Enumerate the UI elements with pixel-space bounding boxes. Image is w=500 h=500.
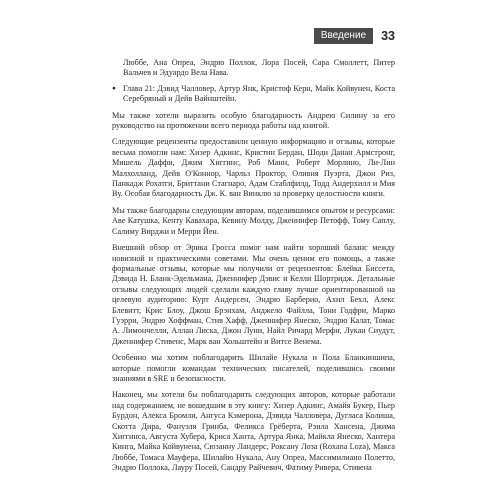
list-item <box>112 84 395 105</box>
running-header <box>112 27 395 45</box>
paragraph: Внешний обзор от Эрика Гросса помог нам найти хороший баланс между новизной и практическими советами. Мы очень ценим его помощь, а также формальные отзывы, которые мы получили от рецензентов: Блейка Биссета, Дэвида Н. Бланк-Эдельмана, Дженнифер Дэвис и Келли Шортридж. Детальные отзывы следующих людей сделали каждую главу лучше ориентированной на целевую аудиторию: Курт Андерсен, Эндрю Барберио, Ахил Бехл, Алекс Блевитт, Крис Блоу, Джош Брэнхам, Анджело Файлла, Тони Годфри, Марко Гуэрри, Эндрю Хоффман, Стив Хафф, Дженнифер Янеско, Эндрю Калат, Томас А. Лимончелли, Аллан Лиска, Джон Луни, Найл Ричард Мерфи, Лукан Сиудут, Дженнифер Стивенс, Марк ван Хольштейн и Витсе Венема. <box>112 243 395 346</box>
paragraph: Особенно мы хотим поблагодарить Шилайе Нукала и Пола Бланкиншипа, которые помогли командам технических писателей, поделившись своими знаниями в SRE и безопасности. <box>112 353 395 383</box>
paragraph: Мы также благодарны следующим авторам, поделившимся опытом и ресурсами: Аве Катушка, Кенту Кавахара, Кевину Молду, Дженнифер Петофф, Тому Саплу, Салиму Вирджи и Мерри Йен. <box>112 205 395 236</box>
page-body <box>112 58 395 480</box>
paragraph: Наконец, мы хотели бы поблагодарить следующих авторов, которые работали над содержанием, не вошедшим в эту книгу: Хизер Адкинс, Амайя Букер, Пьер Бурдон, Алекса Бромли, Ангуса Кэмерона, Дэвида Чалловера, Дугласа Колиша, Скотта Дира, Фануэля Гринба, Феликса Грёберта, Рэила Хансена, Джима Хиггинса, Августа Хубера, Криса Ханта, Артура Янка, Майкла Янеско, Хантера Кинга, Майка Койвунена, Сюзанну Ландерс, Роксану Лоза (Roxana Loza), Макса Люббе, Томаса Мауфера, Шилайю Нукала, Ану Опреа, Массимилиано Полетто, Эндрю Поллока, Лауру Посей, Сандру Райчевич, Фатиму Ривера, Стивена <box>112 390 395 473</box>
paragraph: Следующие рецензенты предоставили ценную информацию и отзывы, которые весьма помогли нам: Хизер Адкинс, Кристин Бердан, Шоди Данан Армстронг, Мишель Даффи, Джим Хиггинс, Роб Манн, Роберт Морлино, Ли-Лин Малхолланд, Дейв О'Коннор, Чарльз Проктор, Оливия Пуэрта, Джон Риз, Панкадж Рохатги, Бриттани Стагнаро, Адам Стаблфилд, Тодд Андерхилл и Мия Ву. Особая благодарность Дж. К. ван Винклю за проверку целостности книги. <box>112 137 395 199</box>
page-number: 33 <box>381 29 395 43</box>
list-continuation: Люббе, Ана Опреа, Эндрю Поллок, Лора Посей, Сара Смоллетт, Питер Вальчев и Эдуардо Вела Нава. <box>123 58 395 78</box>
section-title: Введение <box>314 28 373 44</box>
bullet-icon: ● <box>112 84 116 92</box>
list-item-text: Глава 21: Дэвид Чалловер, Артур Янк, Кристоф Керн, Майк Койвунен, Коста Серебряный и Дейв Вайнштейн. <box>123 83 395 104</box>
paragraph: Мы также хотели выразить особую благодарность Андрею Силину за его руководство на протяжении всего периода работы над книгой. <box>112 110 395 131</box>
